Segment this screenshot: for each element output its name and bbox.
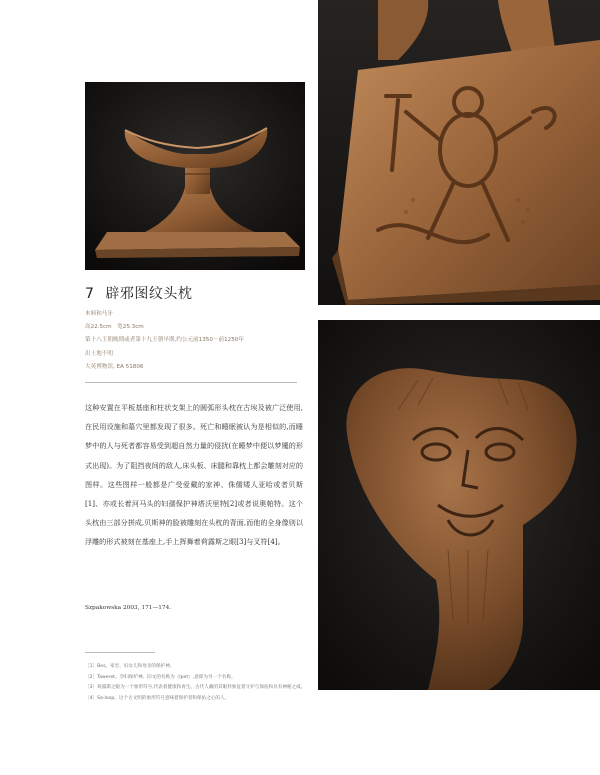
section-divider	[85, 382, 297, 383]
headrest-photo	[85, 82, 305, 270]
base-relief-photo	[318, 0, 600, 305]
meta-collection: 大英博物馆, EA 51806	[85, 363, 144, 370]
meta-date: 第十八王朝晚期或者第十九王朝早期,约公元前1350－前1250年	[85, 337, 244, 344]
object-name: 辟邪图纹头枕	[105, 286, 193, 302]
object-title	[85, 283, 192, 303]
description-paragraph: 这种安置在平板基座和柱状支架上的圆弧形头枕在古埃及被广泛使用,在民用设施和墓穴里都发现了很多。死亡和睡眠被认为是相似的,而睡梦中的人与死者都容易受到超自然力量的侵扰(在睡梦中便以梦魇的形式出现)。为了阻挡夜间的敌人,床头板、床腿和靠枕上都会雕刻对应的图样。这些图样一般都是广受爱戴的家神、侏儒矮人亚哈或者贝斯[1]、亦或长着河马头的妇孺保护神塔沃里特[2]或者说奥帕特。这个头枕由三部分拼成,贝斯神的脸被雕刻在头枕的背面,而他的全身像则以浮雕的形式被刻在基座上,手上挥舞着荷露斯之眼[3]与叉符[4]。	[85, 403, 303, 547]
object-number: 7	[85, 286, 95, 302]
footnote-item: ［1］Bes。家宅、妇女儿和母亲的保护神。	[85, 664, 175, 669]
bibliographic-reference: Szpakowska 2003, 171—174.	[85, 605, 172, 611]
footnote-item: ［2］Taweret。孕妇保护神。旧文的名称为（Ipet）,意即为另一个名称。	[85, 674, 236, 680]
footnotes	[85, 662, 310, 704]
footnote-item: ［3］荷露斯之眼为一个象形符号,代表着健康和再生。古代人戴的其眼样象征着守护与保佑和具有神秘之威。	[85, 685, 306, 690]
meta-dimensions: 高22.5cm 宽25.3cm	[85, 324, 144, 331]
bes-face-photo	[318, 320, 600, 690]
meta-provenance: 出土地不明	[85, 350, 113, 357]
footnote-divider	[85, 652, 155, 653]
footnote-item: ［4］Sa-loop。这个古文明的象形符号意味着保护者和保佑之心的人。	[85, 695, 230, 701]
meta-material: 木料和马牙	[85, 311, 113, 317]
object-metadata	[85, 308, 300, 374]
